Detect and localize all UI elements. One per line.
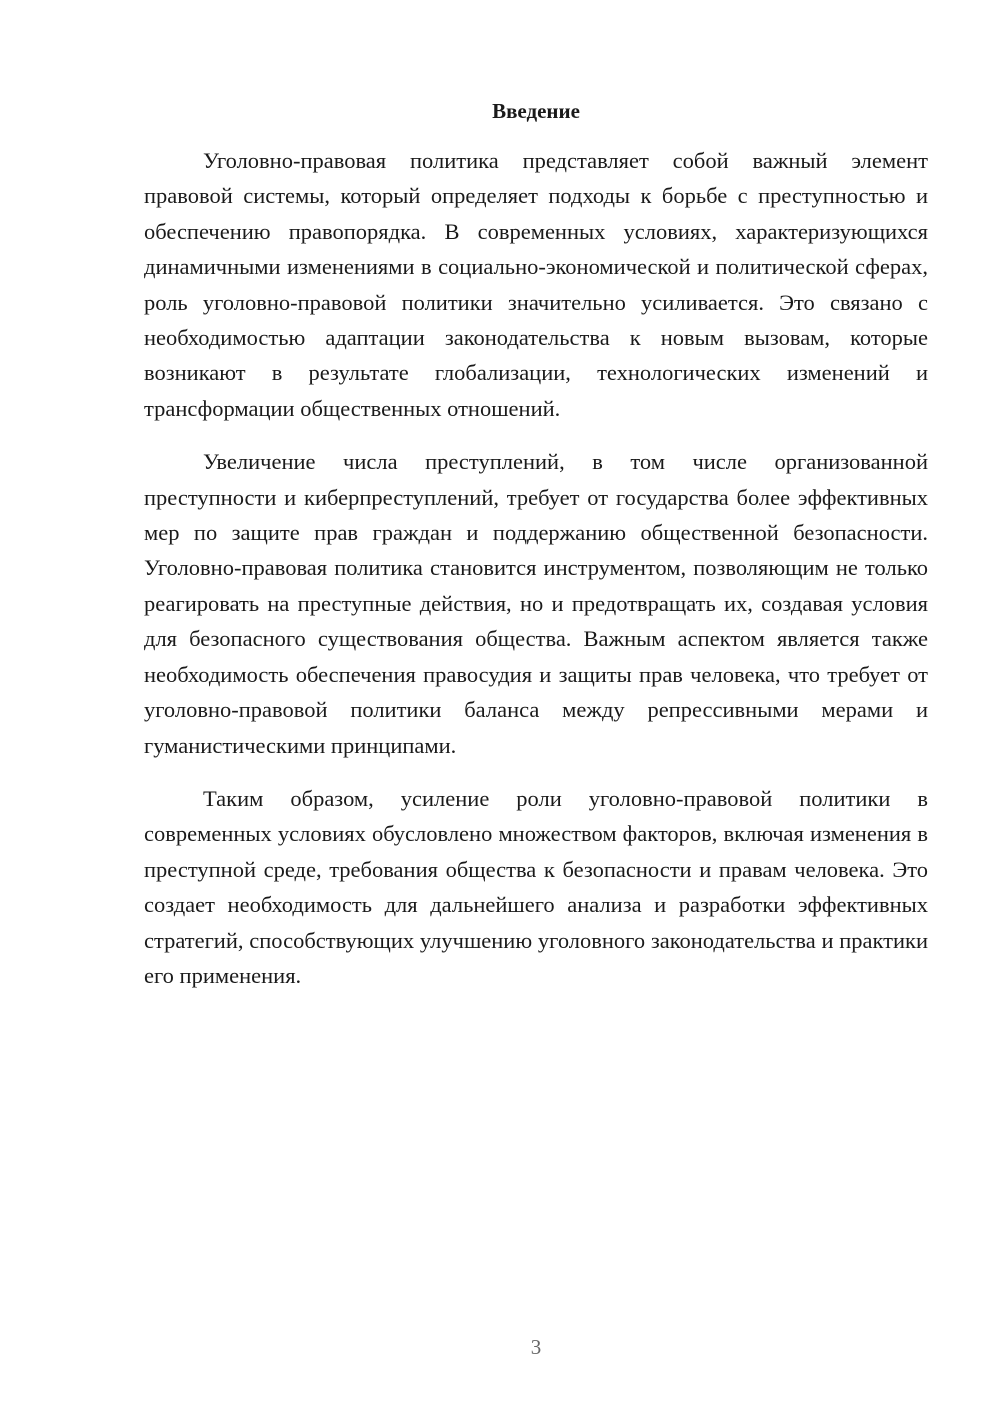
paragraph-2: Увеличение числа преступлений, в том числе организованной преступности и киберпреступлений, требует от государства более эффективных мер по защите прав граждан и поддержанию общественной безопасности. Уголовно-правовая политика становится инструментом, позволяющим не только реагировать на преступные действия, но и предотвращать их, создавая условия для безопасного существования общества. Важным аспектом является также необходимость обеспечения правосудия и защиты прав человека, что требует от уголовно-правовой политики баланса между репрессивными мерами и гуманистическими принципами. [144,449,928,758]
page-title: Введение [492,99,580,123]
document-body [144,143,928,993]
paragraph-1: Уголовно-правовая политика представляет собой важный элемент правовой системы, который определяет подходы к борьбе с преступностью и обеспечению правопорядка. В современных условиях, характеризующихся динамичными изменениями в социально-экономической и политической сферах, роль уголовно-правовой политики значительно усиливается. Это связано с необходимостью адаптации законодательства к новым вызовам, которые возникают в результате глобализации, технологических изменений и трансформации общественных отношений. [144,148,928,421]
paragraph-3: Таким образом, усиление роли уголовно-правовой политики в современных условиях обусловлено множеством факторов, включая изменения в преступной среде, требования общества к безопасности и правам человека. Это создает необходимость для дальнейшего анализа и разработки эффективных стратегий, способствующих улучшению уголовного законодательства и практики его применения. [144,785,928,988]
page-number: 3 [530,1335,542,1359]
